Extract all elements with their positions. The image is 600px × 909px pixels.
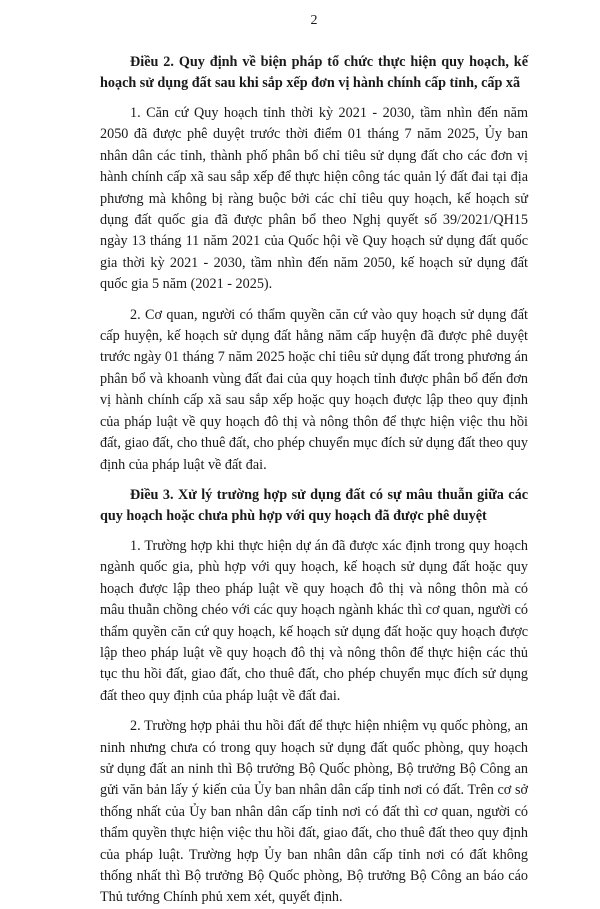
article-3-heading: Điều 3. Xử lý trường hợp sử dụng đất có sự mâu thuẫn giữa các quy hoạch hoặc chưa phù hợp với quy hoạch đã được phê duyệt (100, 486, 528, 524)
article-2 (100, 52, 528, 476)
article-3 (100, 485, 528, 909)
article-2-paragraph-1: 1. Căn cứ Quy hoạch tỉnh thời kỳ 2021 - 2030, tầm nhìn đến năm 2050 đã được phê duyệt trước thời điểm 01 tháng 7 năm 2025, Ủy ban nhân dân các tỉnh, thành phố phân bổ chỉ tiêu sử dụng đất cho các đơn vị hành chính cấp xã sau sắp xếp để thực hiện công tác quản lý đất đai tại địa phương mà không bị ràng buộc bởi các chỉ tiêu quy hoạch, kế hoạch sử dụng đất quốc gia đã được phân bổ theo Nghị quyết số 39/2021/QH15 ngày 13 tháng 11 năm 2021 của Quốc hội về Quy hoạch sử dụng đất quốc gia thời kỳ 2021 - 2030, tầm nhìn đến năm 2050, kế hoạch sử dụng đất quốc gia 5 năm (2021 - 2025). (100, 105, 528, 293)
article-3-paragraph-2: 2. Trường hợp phải thu hồi đất để thực hiện nhiệm vụ quốc phòng, an ninh nhưng chưa có trong quy hoạch sử dụng đất quốc phòng, quy hoạch sử dụng đất an ninh thì Bộ trưởng Bộ Quốc phòng, Bộ trưởng Bộ Công an gửi văn bản lấy ý kiến của Ủy ban nhân dân cấp tỉnh nơi có đất. Trên cơ sở thống nhất của Ủy ban nhân dân cấp tỉnh nơi có đất thì cơ quan, người có thẩm quyền thực hiện việc thu hồi đất, giao đất, cho thuê đất theo quy định của pháp luật. Trường hợp Ủy ban nhân dân cấp tỉnh nơi có đất không thống nhất thì Bộ trưởng Bộ Quốc phòng, Bộ trưởng Bộ Công an báo cáo Thủ tướng Chính phủ xem xét, quyết định. (100, 718, 528, 906)
article-2-heading: Điều 2. Quy định về biện pháp tổ chức thực hiện quy hoạch, kế hoạch sử dụng đất sau khi sắp xếp đơn vị hành chính cấp tỉnh, cấp xã (100, 54, 528, 91)
page-number: 2 (310, 13, 318, 28)
article-3-paragraph-1: 1. Trường hợp khi thực hiện dự án đã được xác định trong quy hoạch ngành quốc gia, phù hợp với quy hoạch, kế hoạch sử dụng đất hoặc quy hoạch được lập theo pháp luật về quy hoạch đô thị và nông thôn mà có mâu thuẫn chồng chéo với các quy hoạch ngành khác thì cơ quan, người có thẩm quyền căn cứ quy hoạch, kế hoạch sử dụng đất hoặc quy hoạch được lập theo pháp luật về quy hoạch đô thị và nông thôn để thực hiện các thủ tục thu hồi đất, giao đất, cho thuê đất, cho phép chuyển mục đích sử dụng đất theo quy định của pháp luật về đất đai. (100, 537, 528, 704)
article-2-paragraph-2: 2. Cơ quan, người có thẩm quyền căn cứ vào quy hoạch sử dụng đất cấp huyện, kế hoạch sử dụng đất hằng năm cấp huyện đã được phê duyệt trước ngày 01 tháng 7 năm 2025 hoặc chỉ tiêu sử dụng đất trong phương án phân bổ và khoanh vùng đất đai của quy hoạch tỉnh được phân bổ đến đơn vị hành chính cấp xã sau sắp xếp hoặc quy hoạch được lập theo quy định của pháp luật về quy hoạch đô thị và nông thôn để thực hiện việc thu hồi đất, giao đất, cho thuê đất, cho phép chuyển mục đích sử dụng đất theo quy định của pháp luật về đất đai. (100, 306, 528, 473)
